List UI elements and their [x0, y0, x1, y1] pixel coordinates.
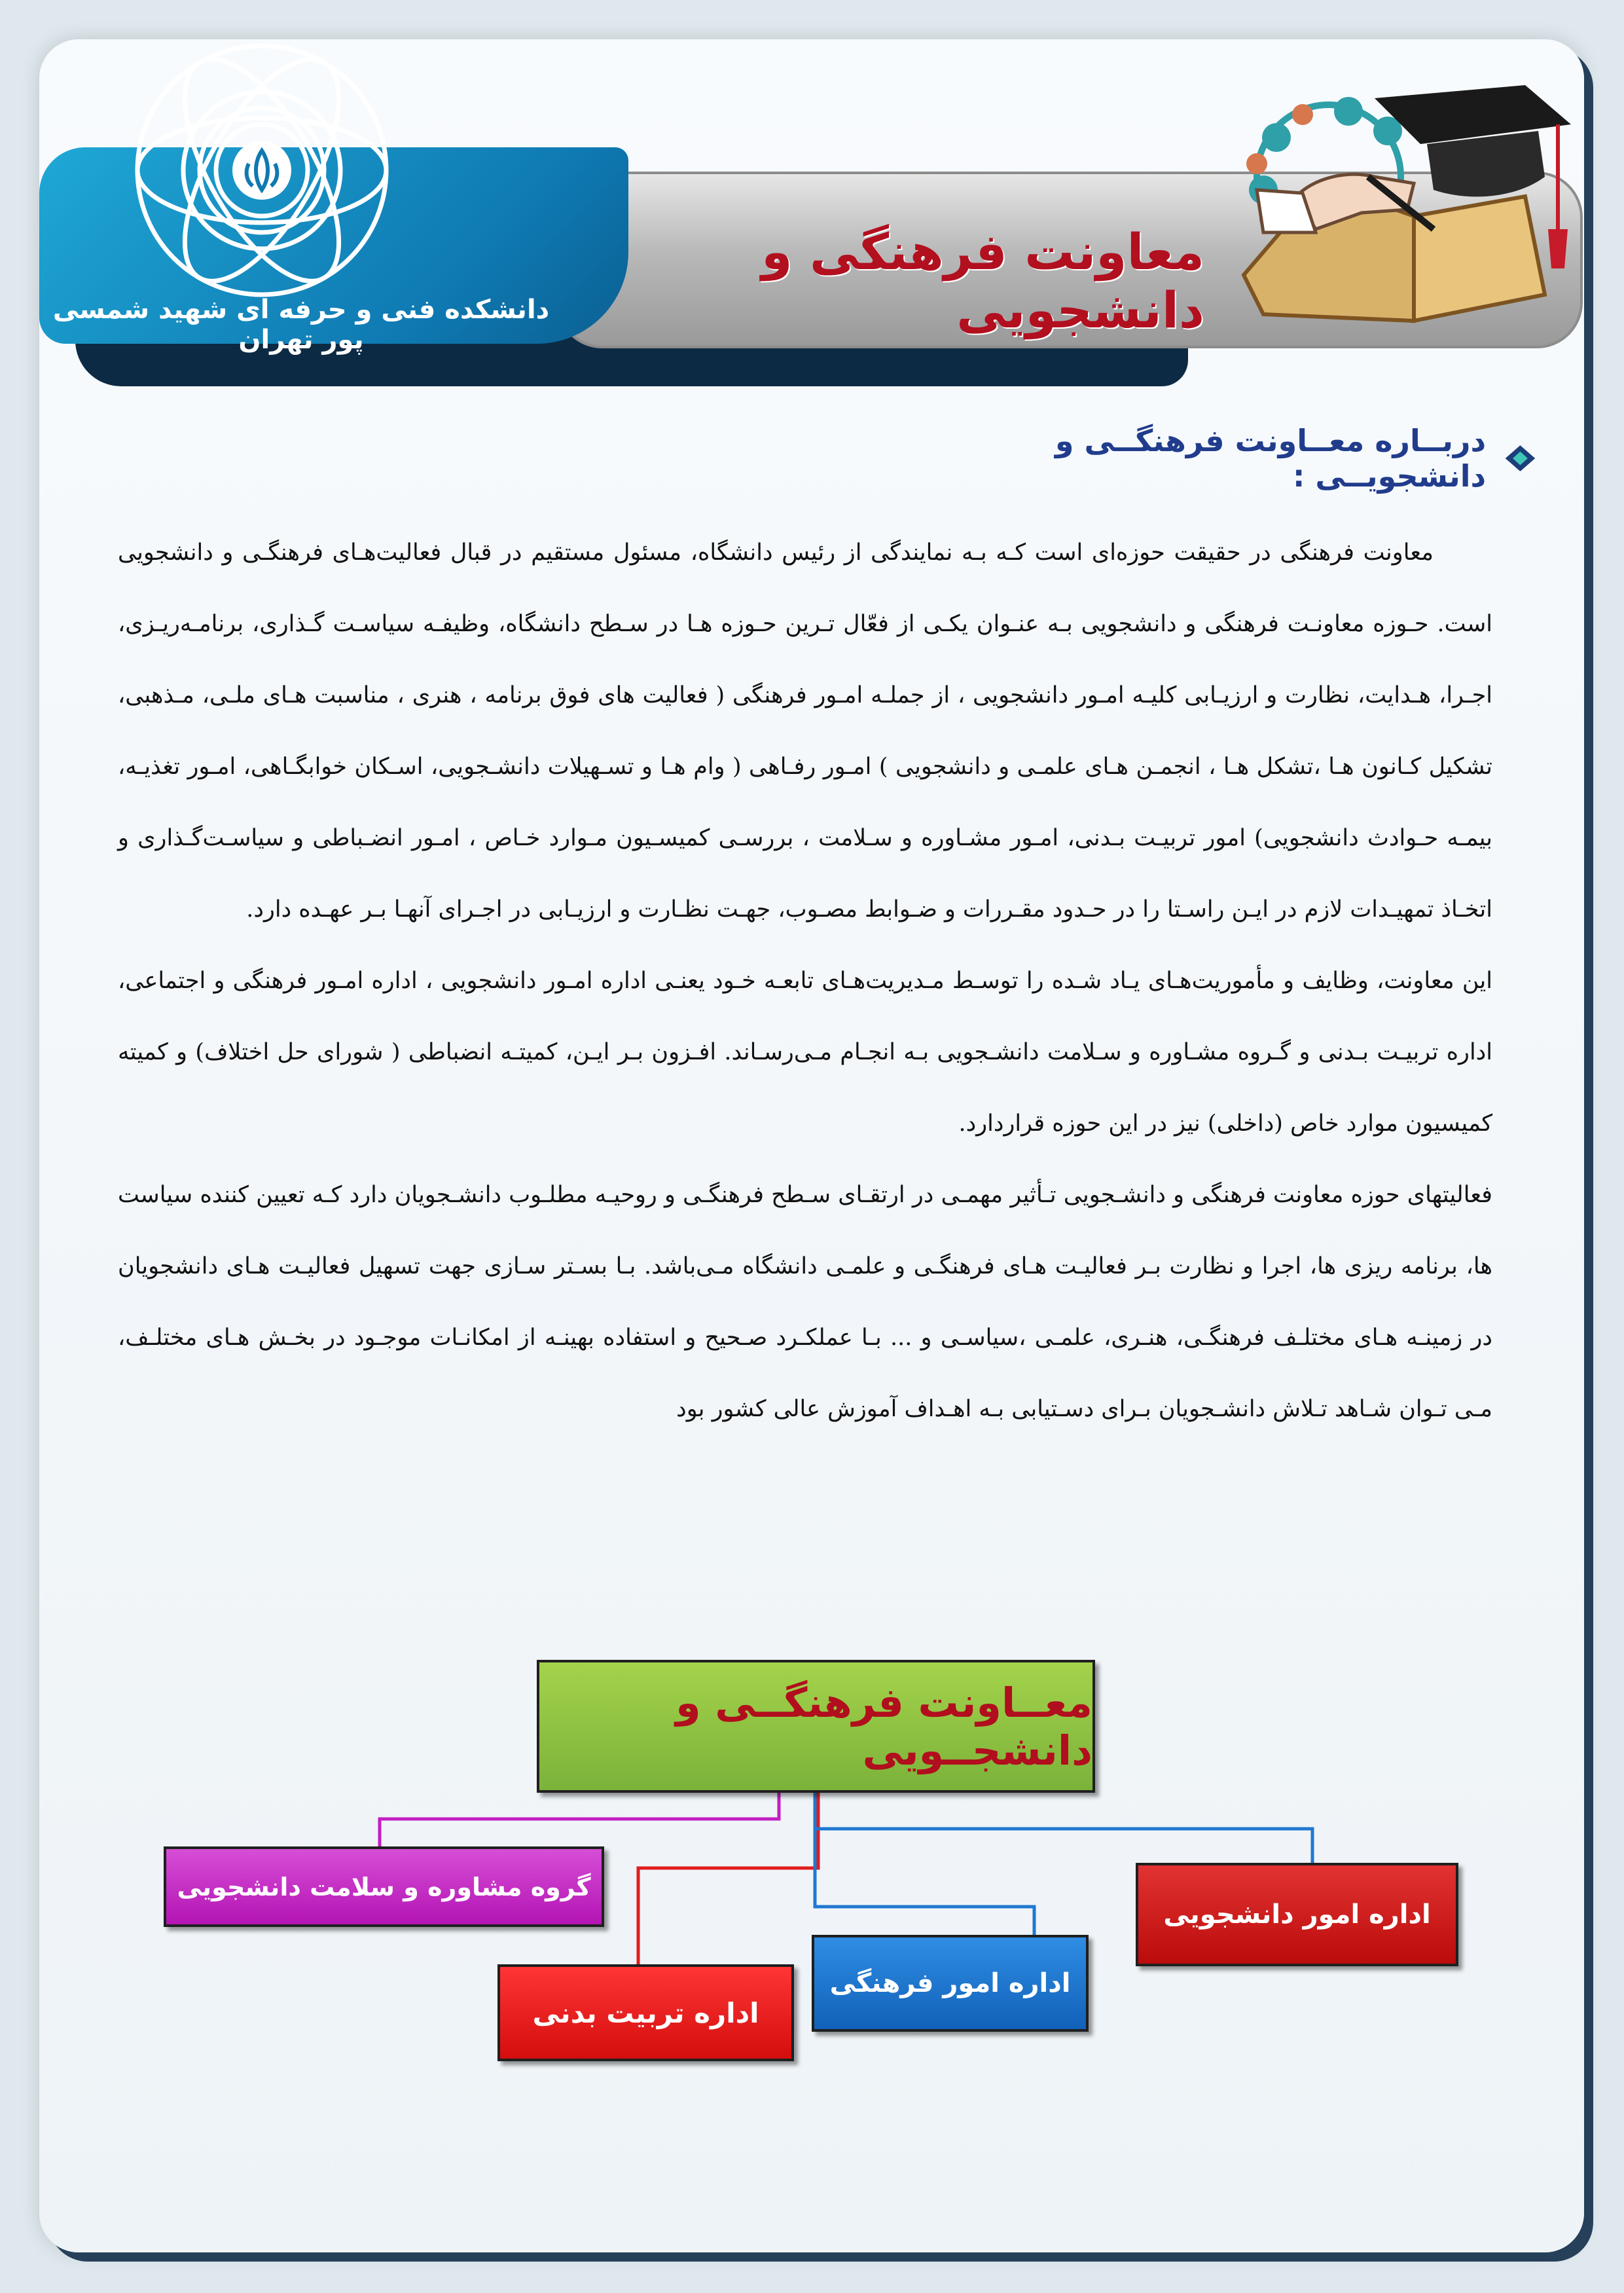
page-title: معاونت فرهنگی و دانشجویی — [761, 223, 1204, 339]
paragraph-2: این معاونت، وظایف و مأموریت‌هـای یـاد شـده را توسـط مـدیریت‌هـای تابعـه خـود یعنـی اداره امـور دانشجویی ، اداره امـور فرهنگی و اجتماعی، اداره تربیـت بـدنی و گـروه مشـاوره و سـلامت دانشـجویی بـه انجـام مـی‌رسـاند. افـزون بـر ایـن، کمیتـه انضباطی ( شورای حل اختلاف) و کمیته کمیسیون موارد خاص (داخلی) نیز در این حوزه قراردارد. — [118, 968, 1492, 1137]
graduation-cap-icon — [1218, 79, 1584, 340]
org-cultural-affairs-box: اداره امور فرهنگی — [812, 1935, 1089, 2032]
diamond-bullet-icon — [1502, 442, 1539, 475]
org-counseling-box: گروه مشاوره و سلامت دانشجویی — [164, 1846, 604, 1927]
section-title: دربــاره معــاونت فرهنگــی و دانشجویــی : — [1055, 423, 1487, 494]
section-heading — [884, 423, 1539, 494]
paragraph-3: فعالیتهای حوزه معاونت فرهنگی و دانشـجویی تـأثیر مهمـی در ارتقـای سـطح فرهنگـی و روحیـه مطلـوب دانشـجویان دارد کـه تعیین کننده سیاست ها، برنامه ریزی ها، اجرا و نظارت بـر فعالیـت هـای فرهنگـی و علمـی دانشگاه مـی‌باشد. بـا بسـتر سـازی جهت تسهیل فعالیـت هـای دانشجویان در زمینـه هـای مختلـف فرهنگـی، هنـری، علمـی ،سیاسـی و ... بـا عملکـرد صـحیح و استفاده بهینـه از امکانـات موجـود در بخـش هـای مختلـف، مـی تـوان شـاهد تـلاش دانشـجویان بـرای دسـتیابی بـه اهـداف آموزش عالی کشور بود — [118, 1182, 1492, 1422]
org-physical-education-box: اداره تربیت بدنی — [497, 1964, 794, 2061]
org-root-box: معــاونت فرهنگــی و دانشجــویی — [537, 1660, 1095, 1793]
paragraph-1: معاونت فرهنگی در حقیقت حوزه‌ای است کـه بـه نمایندگی از رئیس دانشگاه، مسئول مستقیم در قبال فعالیت‌هـای فرهنگـی و دانشجویی است. حـوزه معاونـت فرهنگی و دانشجویی بـه عنـوان یکـی از فعّال تـرین حـوزه هـا در سـطح دانشگاه، وظیفـه سیاسـت گـذاری، برنامـه‌ریـزی، اجـرا، هـدایت، نظارت و ارزیـابی کلیـه امـور دانشجویی ، از جملـه امـور فرهنگی ( فعالیت های فوق برنامه ، هنری ، مناسبت هـای ملـی، مـذهبی، تشکیل کـانون هـا ،تشکل هـا ، انجمـن هـای علمـی و دانشجویی ) امـور رفـاهی ( وام هـا و تسـهیلات دانشـجویی، اسـکان خوابگـاهی، امـور تغذیـه، بیمـه حـوادث دانشجویی) امور تربیـت بـدنی، امـور مشـاوره و سـلامت ، بررسـی کمیسـیون مـوارد خـاص ، امـور انضـباطی و سیاسـت‌گـذاری و اتخـاذ تمهیـدات لازم در ایـن راسـتا را در حـدود مقـررات و ضـوابط مصـوب، جهـت نظـارت و ارزیـابی در اجـرای آنهـا بـر عهـده دارد. — [118, 540, 1492, 923]
school-name: دانشکده فنی و حرفه ای شهید شمسی پور تهران — [52, 295, 550, 355]
body-text — [118, 517, 1492, 1445]
university-logo — [124, 33, 399, 308]
org-student-affairs-box: اداره امور دانشجویی — [1136, 1863, 1458, 1966]
